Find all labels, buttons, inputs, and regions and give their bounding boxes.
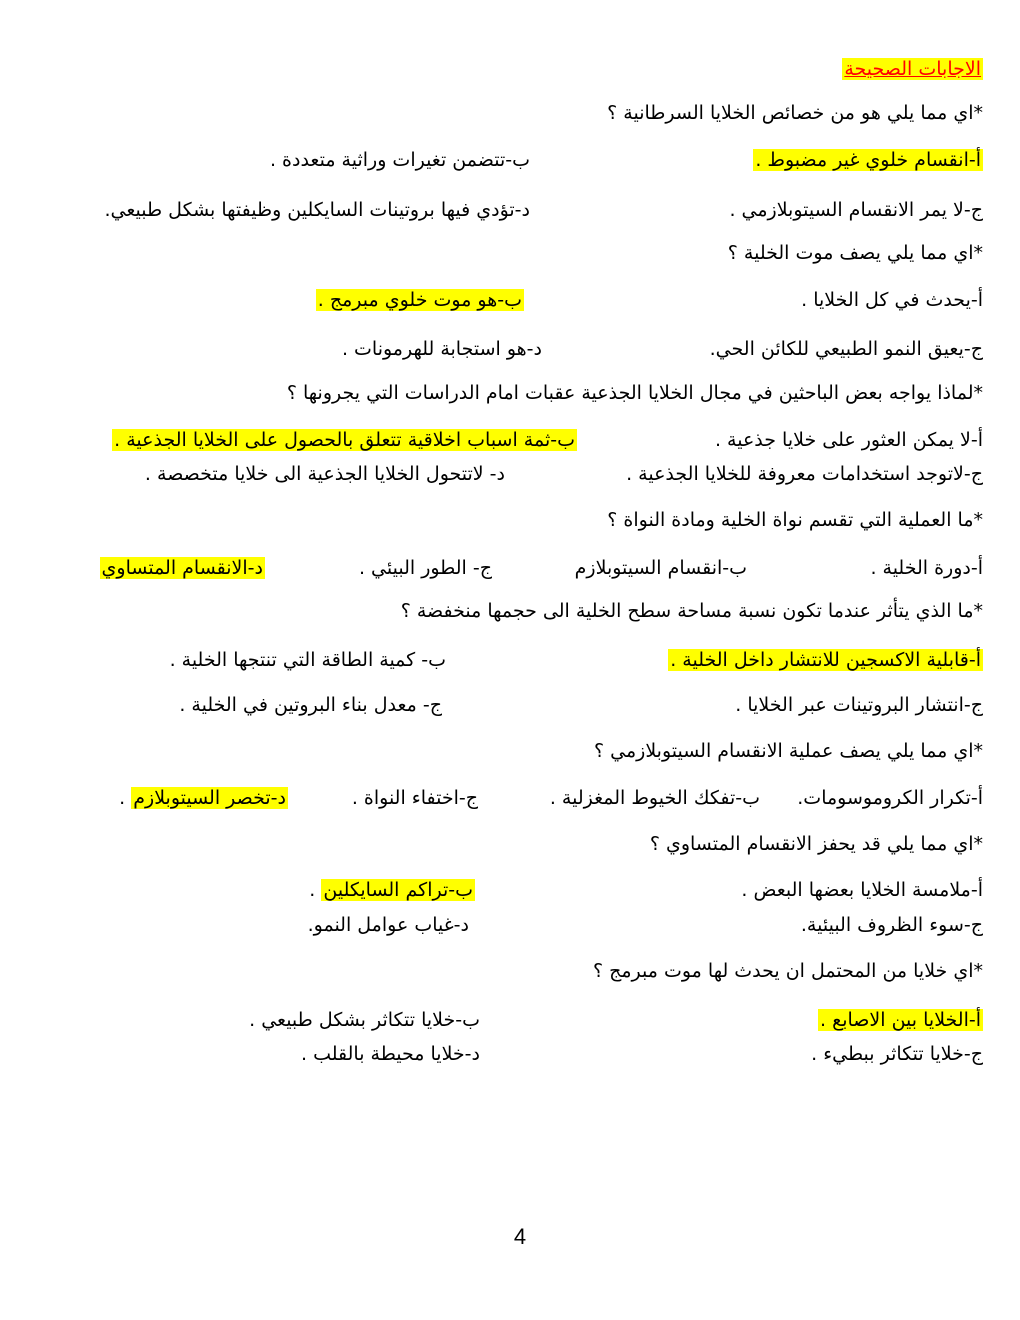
q5-option-a: أ-قابلية الاكسجين للانتشار داخل الخلية . [670, 649, 981, 671]
q6-option-d: د-تخصر السيتوبلازم . [119, 787, 286, 809]
q1-option-b: ب-تتضمن تغيرات وراثية متعددة . [269, 149, 530, 171]
q2-option-d: د-هو استجابة للهرمونات . [341, 338, 542, 360]
question-5: *ما الذي يتأثر عندما تكون نسبة مساحة سطح الخلية الى حجمها منخفضة ؟ [400, 600, 983, 622]
q6-option-b: ب-تفكك الخيوط المغزلية . [549, 787, 760, 809]
q4-option-c: ج- الطور البيئي . [358, 557, 492, 579]
question-3: *لماذا يواجه بعض الباحثين في مجال الخلايا الجذعية عقبات امام الدراسات التي يجرونها ؟ [286, 382, 983, 404]
q2-option-a: أ-يحدث في كل الخلايا . [801, 289, 983, 311]
q5-option-c: ج-انتشار البروتينات عبر الخلايا . [735, 694, 983, 716]
q7-option-c: ج-سوء الظروف البيئية. [800, 914, 983, 936]
question-6: *اي مما يلي يصف عملية الانقسام السيتوبلازمي ؟ [594, 740, 983, 762]
q3-option-d: د- لاتتحول الخلايا الجذعية الى خلايا متخصصة . [144, 463, 505, 485]
q2-option-b: ب-هو موت خلوي مبرمج . [317, 289, 522, 311]
q5-option-b: ب- كمية الطاقة التي تنتجها الخلية . [169, 649, 446, 671]
q7-option-b: ب-تراكم السايكلين . [309, 879, 473, 901]
q4-option-d: د-الانقسام المتساوي [101, 557, 263, 579]
q1-option-c: ج-لا يمر الانقسام السيتوبلازمي . [729, 199, 983, 221]
q6-option-c: ج-اختفاء النواة . [351, 787, 478, 809]
page-title: الاجابات الصحيحة [844, 58, 981, 80]
q1-option-a: أ-انقسام خلوي غير مضبوط . [755, 149, 981, 171]
q2-option-c: ج-يعيق النمو الطبيعي للكائن الحي. [709, 338, 983, 360]
question-4: *ما العملية التي تقسم نواة الخلية ومادة النواة ؟ [607, 509, 983, 531]
q8-option-a: أ-الخلايا بين الاصابع . [820, 1009, 981, 1031]
q3-option-c: ج-لاتوجد استخدامات معروفة للخلايا الجذعية . [626, 463, 983, 485]
page-number: 4 [513, 1224, 527, 1249]
question-1: *اي مما يلي هو من خصائص الخلايا السرطانية ؟ [607, 102, 983, 124]
q1-option-d: د-تؤدي فيها بروتينات السايكلين وظيفتها بشكل طبيعي. [104, 199, 530, 221]
q5-option-d: ج- معدل بناء البروتين في الخلية . [179, 694, 442, 716]
q8-option-b: ب-خلايا تتكاثر بشكل طبيعي . [249, 1009, 480, 1031]
q7-option-d: د-غياب عوامل النمو. [307, 914, 469, 936]
q3-option-a: أ-لا يمكن العثور على خلايا جذعية . [714, 429, 983, 451]
q4-option-a: أ-دورة الخلية . [870, 557, 983, 579]
question-2: *اي مما يلي يصف موت الخلية ؟ [727, 242, 983, 264]
question-8: *اي خلايا من المحتمل ان يحدث لها موت مبرمج ؟ [592, 960, 983, 982]
q7-option-a: أ-ملامسة الخلايا بعضها البعض . [741, 879, 983, 901]
q3-option-b: ب-ثمة اسباب اخلاقية تتعلق بالحصول على الخلايا الجذعية . [114, 429, 575, 451]
q4-option-b: ب-انقسام السيتوبلازم [574, 557, 747, 579]
q6-option-a: أ-تكرار الكروموسومات. [797, 787, 983, 809]
q8-option-d: د-خلايا محيطة بالقلب . [300, 1043, 480, 1065]
q8-option-c: ج-خلايا تتكاثر ببطيء . [811, 1043, 983, 1065]
question-7: *اي مما يلي قد يحفز الانقسام المتساوي ؟ [649, 833, 983, 855]
